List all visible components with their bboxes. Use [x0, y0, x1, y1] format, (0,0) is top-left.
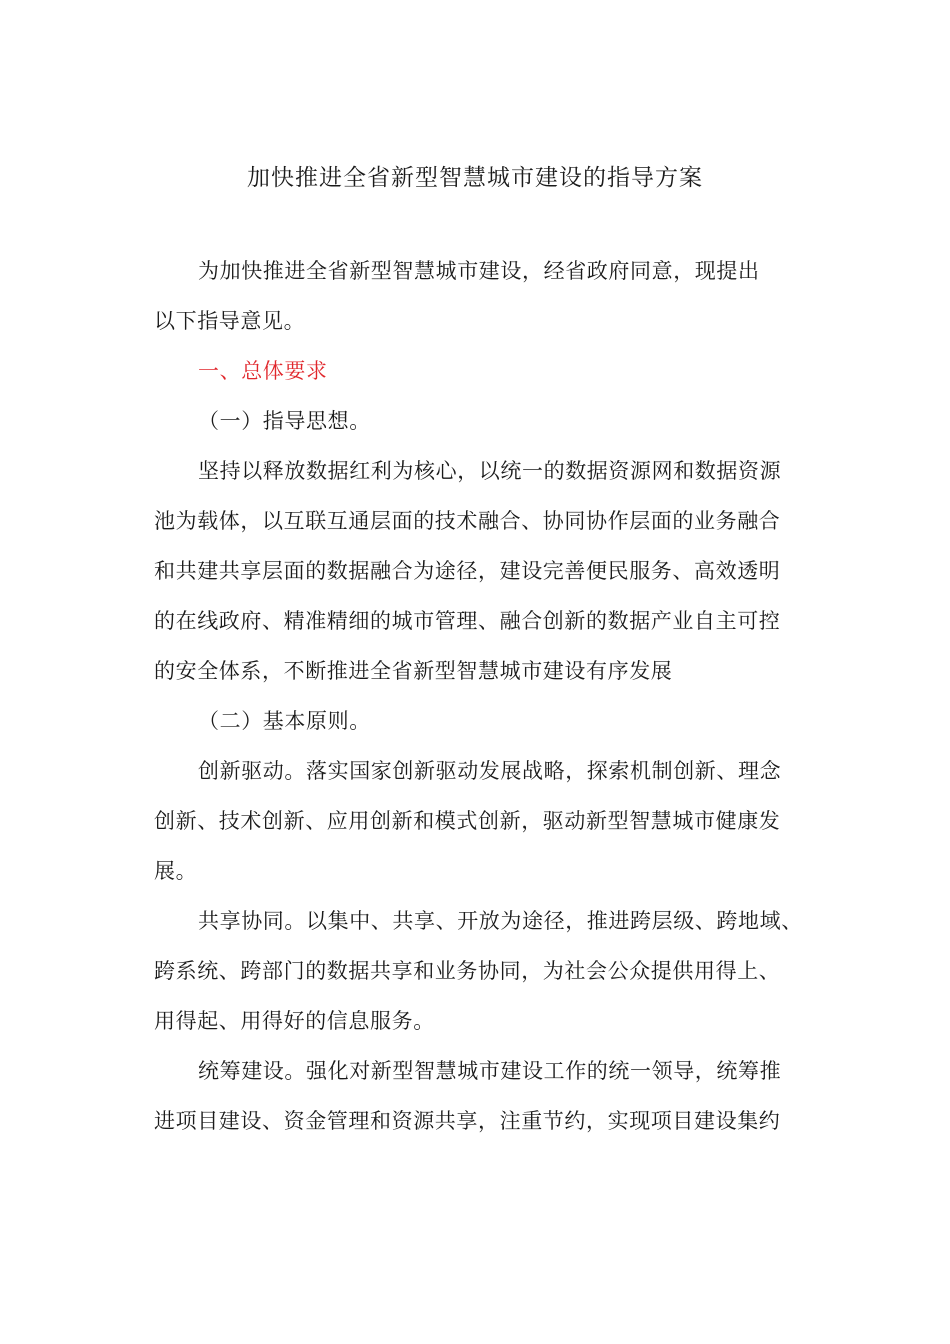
- guiding-para-line-4: 的在线政府、精准精细的城市管理、融合创新的数据产业自主可控: [154, 609, 781, 633]
- intro-line-2: 以下指导意见。: [154, 309, 306, 333]
- subsection-heading-basic-principles: （二）基本原则。: [198, 709, 371, 733]
- principle-sharing-line-2: 跨系统、跨部门的数据共享和业务协同，为社会公众提供用得上、: [154, 959, 781, 983]
- guiding-para-line-5: 的安全体系，不断推进全省新型智慧城市建设有序发展: [154, 659, 673, 683]
- principle-innovation-line-3: 展。: [154, 859, 198, 883]
- principle-innovation-line-2: 创新、技术创新、应用创新和模式创新，驱动新型智慧城市健康发: [154, 809, 781, 833]
- subsection-heading-guiding-ideology: （一）指导思想。: [198, 409, 371, 433]
- principle-sharing-line-3: 用得起、用得好的信息服务。: [154, 1009, 435, 1033]
- document-body: [154, 246, 814, 1146]
- intro-line-1: 为加快推进全省新型智慧城市建设，经省政府同意，现提出: [198, 259, 760, 283]
- principle-coordination-line-1: 统筹建设。强化对新型智慧城市建设工作的统一领导，统筹推: [198, 1059, 782, 1083]
- guiding-para-line-1: 坚持以释放数据红利为核心，以统一的数据资源网和数据资源: [198, 459, 782, 483]
- guiding-para-line-3: 和共建共享层面的数据融合为途径，建设完善便民服务、高效透明: [154, 559, 781, 583]
- principle-coordination-line-2: 进项目建设、资金管理和资源共享，注重节约，实现项目建设集约: [154, 1109, 781, 1133]
- principle-innovation-line-1: 创新驱动。落实国家创新驱动发展战略，探索机制创新、理念: [198, 759, 782, 783]
- document-title: 加快推进全省新型智慧城市建设的指导方案: [247, 165, 703, 191]
- principle-sharing-line-1: 共享协同。以集中、共享、开放为途径，推进跨层级、跨地域、: [198, 909, 803, 933]
- guiding-para-line-2: 池为载体，以互联互通层面的技术融合、协同协作层面的业务融合: [154, 509, 781, 533]
- section-heading-general-requirements: 一、总体要求: [198, 359, 328, 383]
